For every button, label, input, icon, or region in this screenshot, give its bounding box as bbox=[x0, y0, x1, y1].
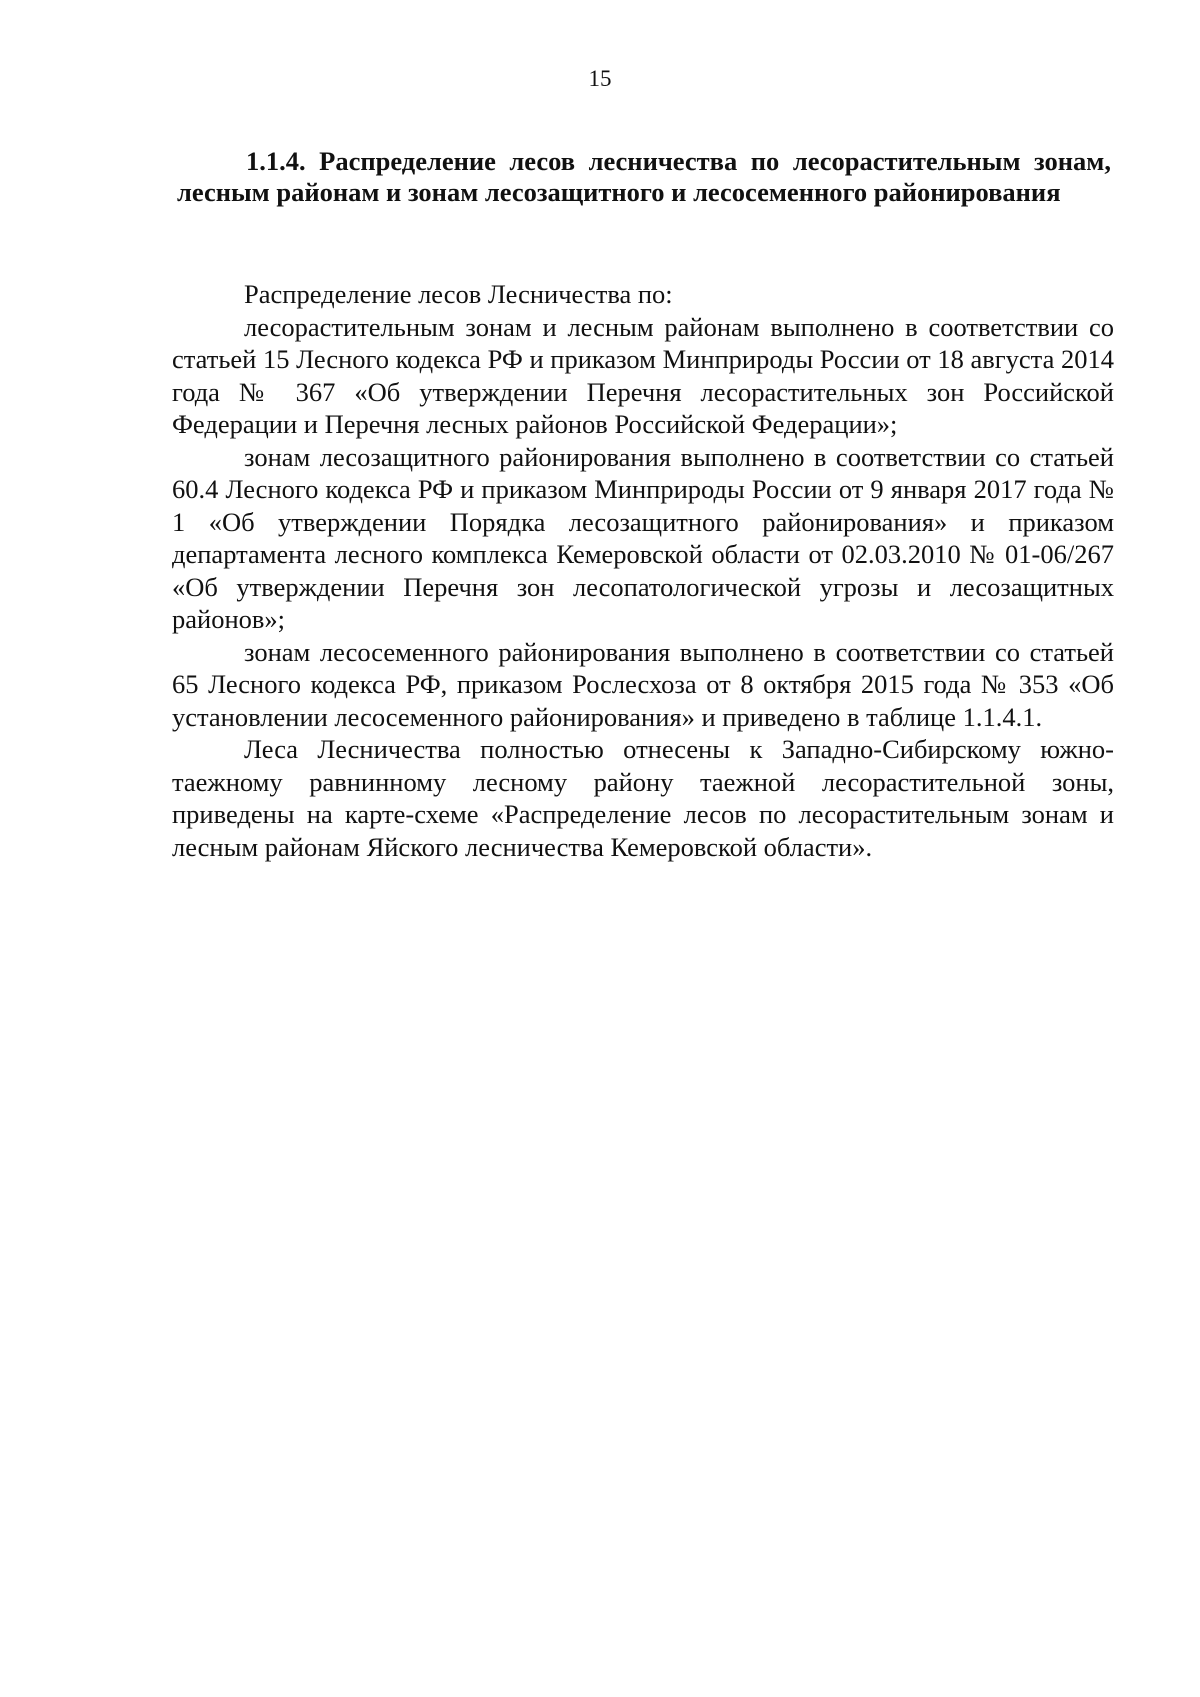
paragraph-forest-zones: лесорастительным зонам и лесным районам выполнено в соответствии со статьей 15 Лесного кодекса РФ и приказом Минприроды России от 18 августа 2014 года № 367 «Об утверждении Перечня лесорастительных зон Российской Федерации и Перечня лесных районов Российской Федерации»; bbox=[172, 311, 1114, 439]
paragraph-forest-district: Леса Лесничества полностью отнесены к Западно-Сибирскому южно-таежному равнинному лесному району таежной лесорастительной зоны, приведены на карте-схеме «Распределение лесов по лесорастительным зонам и лесным районам Яйского лесничества Кемеровской области». bbox=[172, 734, 1114, 862]
paragraph-seed-zones: зонам лесосеменного районирования выполнено в соответствии со статьей 65 Лесного кодекса РФ, приказом Рослесхоза от 8 октября 2015 года № 353 «Об установлении лесосеменного районирования» и приведено в таблице 1.1.4.1. bbox=[172, 636, 1114, 732]
paragraph-forest-protection-zones: зонам лесозащитного районирования выполнено в соответствии со статьей 60.4 Лесного кодекса РФ и приказом Минприроды России от 9 января 2017 года № 1 «Об утверждении Порядка лесозащитного районирования» и приказом департамента лесного комплекса Кемеровской области от 02.03.2010 № 01-06/267 «Об утверждении Перечня зон лесопатологической угрозы и лесозащитных районов»; bbox=[172, 441, 1114, 634]
paragraph-intro: Распределение лесов Лесничества по: bbox=[244, 279, 673, 309]
page-number: 15 bbox=[588, 66, 612, 91]
section-heading: 1.1.4. Распределение лесов лесничества по лесорастительным зонам, лесным районам и зонам лесозащитного и лесосеменного районирования bbox=[177, 146, 1111, 207]
section-body bbox=[172, 278, 1114, 863]
